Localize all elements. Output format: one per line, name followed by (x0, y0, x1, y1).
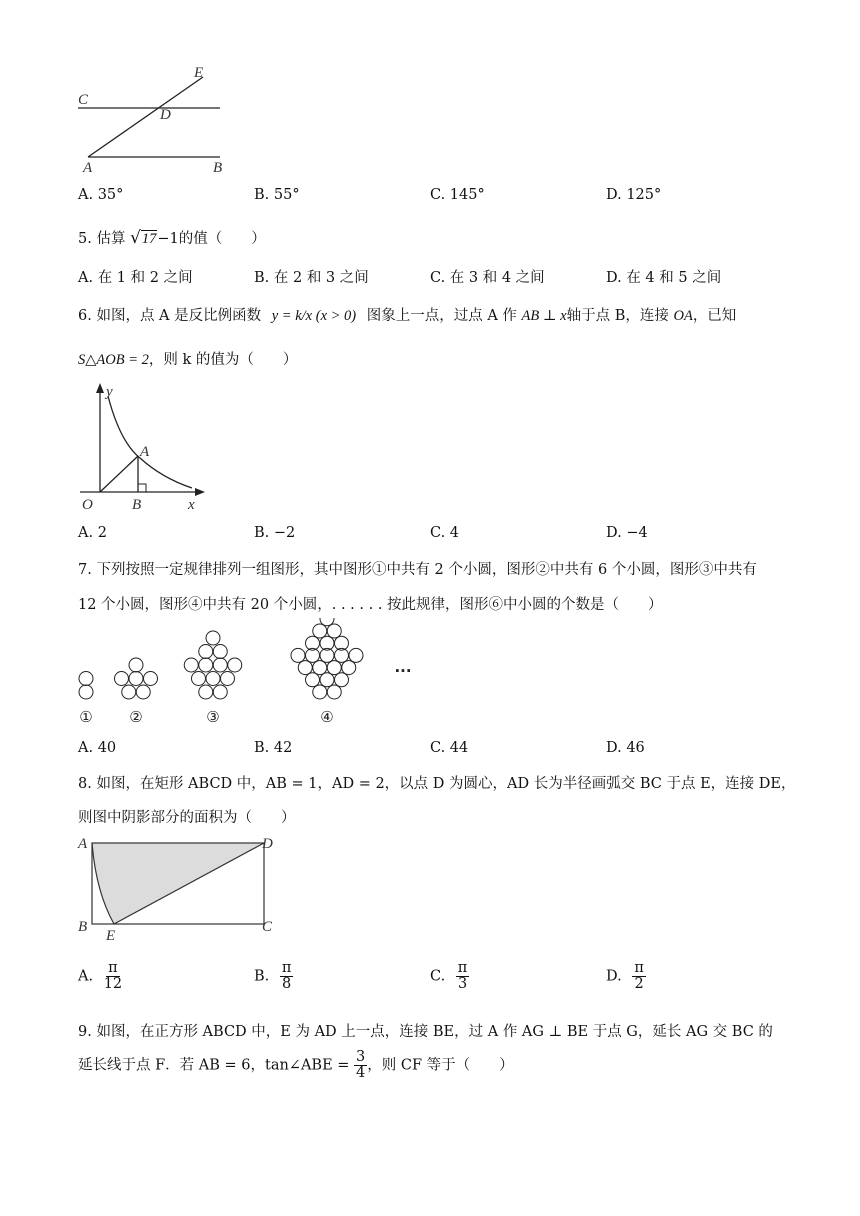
fig6-label-y: y (106, 384, 113, 400)
question-8-line2: 则图中阴影部分的面积为（ ） (78, 810, 296, 826)
q6-option-b: B. −2 (254, 525, 296, 541)
q4-option-d: D. 125° (606, 187, 662, 203)
figure-q8 (72, 832, 287, 942)
fig7-circle (335, 673, 349, 687)
fig4-label-a: A (83, 160, 93, 176)
q5-option-c: C. 在 3 和 4 之间 (430, 270, 545, 286)
q9-tan-den: 4 (356, 1065, 366, 1082)
figure-q6 (72, 380, 212, 515)
q5-prefix: 5. 估算 (78, 231, 126, 247)
question-8-line1: 8. 如图，在矩形 ABCD 中，AB = 1，AD = 2，以点 D 为圆心，AD 长为半径画弧交 BC 于点 E，连接 DE， (78, 776, 796, 792)
fig6-label-o: O (82, 497, 93, 513)
q9-text-a: 延长线于点 F．若 AB = 6，tan∠ABE = (78, 1057, 350, 1074)
fig7-label-1: ① (79, 708, 93, 726)
fig7-circle (129, 672, 143, 686)
q8-option-a: A. $\frac{\pi}{12}$ (78, 960, 123, 993)
q4-option-b: B. 55° (254, 187, 300, 203)
fig8-label-d: D (262, 836, 273, 852)
fig7-circle (213, 658, 227, 672)
q5-option-a: A. 在 1 和 2 之间 (78, 270, 193, 286)
fig7-circle (199, 658, 213, 672)
q6-oa: OA (673, 308, 693, 324)
q7-option-c: C. 44 (430, 740, 469, 756)
q8-option-d: D. $\frac{\pi}{2}$ (606, 960, 644, 993)
fig7-circle (136, 685, 150, 699)
fig7-circle (206, 672, 220, 686)
q5-option-d: D. 在 4 和 5 之间 (606, 270, 722, 286)
q6-function: y = k/x (x > 0) (271, 308, 357, 324)
q5-radicand: 17 (141, 231, 157, 247)
q5-option-b: B. 在 2 和 3 之间 (254, 270, 369, 286)
question-5: 5. 估算 √17−1的值（ ） (78, 228, 266, 248)
fig7-circle (306, 673, 320, 687)
figure-q4 (70, 62, 240, 177)
fig7-label-4: ④ (320, 708, 334, 726)
fig7-circle (313, 685, 327, 699)
q5-suffix: 的值（ ） (178, 231, 266, 247)
fig7-circle (298, 661, 312, 675)
q6-text-a: 6. 如图，点 A 是反比例函数 (78, 308, 262, 324)
fig6-label-a: A (140, 444, 150, 460)
fig7-circle (291, 648, 305, 662)
fig8-label-a: A (78, 836, 88, 852)
q9-text-b: ，则 CF 等于（ ） (367, 1057, 514, 1074)
q6-text-e: ，则 k 的值为（ ） (148, 352, 298, 368)
q6-option-a: A. 2 (78, 525, 107, 541)
fig4-label-c: C (78, 92, 89, 108)
fig7-label-3: ③ (206, 708, 220, 726)
fig7-circle (327, 685, 341, 699)
fig7-circle (213, 645, 227, 659)
fig7-circle (206, 631, 220, 645)
fig7-circle (313, 624, 327, 638)
q7-option-a: A. 40 (78, 740, 117, 756)
fig7-circle (313, 661, 327, 675)
question-6-line2 (78, 348, 297, 369)
fig7-circle (192, 672, 206, 686)
fig7-circle (228, 658, 242, 672)
q6-option-c: C. 4 (430, 525, 460, 541)
fig8-label-b: B (78, 919, 88, 935)
fig4-label-e: E (194, 65, 204, 81)
q6-text-c: 轴于点 B，连接 (566, 308, 669, 324)
fig7-circle (79, 685, 93, 699)
fig7-circle (79, 672, 93, 686)
fig7-label-2: ② (129, 708, 143, 726)
fig4-label-b: B (213, 160, 223, 176)
fig8-label-e: E (106, 928, 116, 942)
fig7-circle (320, 673, 334, 687)
q6-area: S△AOB = 2 (78, 352, 149, 368)
fig7-circle (199, 685, 213, 699)
q6-text-d: ，已知 (692, 308, 737, 324)
fig7-circle (327, 661, 341, 675)
fig7-circle (342, 661, 356, 675)
q4-option-a: A. 35° (78, 187, 124, 203)
fig7-circle (122, 685, 136, 699)
question-9-line1: 9. 如图，在正方形 ABCD 中，E 为 AD 上一点，连接 BE，过 A 作 AG ⊥ BE 于点 G，延长 AG 交 BC 的 (78, 1024, 773, 1040)
fig7-circle (129, 658, 143, 672)
fig8-label-c: C (262, 919, 273, 935)
fig7-circle (213, 685, 227, 699)
fig7-circle (144, 672, 158, 686)
q6-option-d: D. −4 (606, 525, 648, 541)
q5-minus: −1 (157, 231, 179, 247)
fig7-circle (115, 672, 129, 686)
question-6-line1 (78, 304, 736, 325)
q9-tan-num: 3 (356, 1049, 366, 1065)
fig7-circle (184, 658, 198, 672)
question-7-line1: 7. 下列按照一定规律排列一组图形，其中图形①中共有 2 个小圆，图形②中共有 6 个小圆，图形③中共有 (78, 562, 757, 578)
q6-text-b: 图象上一点，过点 A 作 (366, 308, 517, 324)
q8-option-b: B. $\frac{\pi}{8}$ (254, 960, 292, 993)
fig7-circle (327, 624, 341, 638)
fig4-label-d: D (160, 107, 171, 123)
fig7-ellipsis: ··· (394, 662, 412, 680)
fig6-label-b: B (132, 497, 142, 513)
q6-perp: AB ⊥ x (521, 308, 567, 324)
q8-option-c: C. $\frac{\pi}{3}$ (430, 960, 468, 993)
figure-q7 (70, 618, 430, 730)
fig7-circle (221, 672, 235, 686)
fig6-label-x: x (188, 497, 195, 513)
fig8-shaded-region (92, 843, 264, 924)
q4-option-c: C. 145° (430, 187, 485, 203)
fig7-circle (349, 648, 363, 662)
question-7-line2: 12 个小圆，图形④中共有 20 个小圆，. . . . . . 按此规律，图形⑥中小圆的个数是（ ） (78, 597, 663, 613)
q7-option-d: D. 46 (606, 740, 645, 756)
question-9-line2 (78, 1050, 514, 1081)
q7-option-b: B. 42 (254, 740, 293, 756)
fig7-circle (199, 645, 213, 659)
